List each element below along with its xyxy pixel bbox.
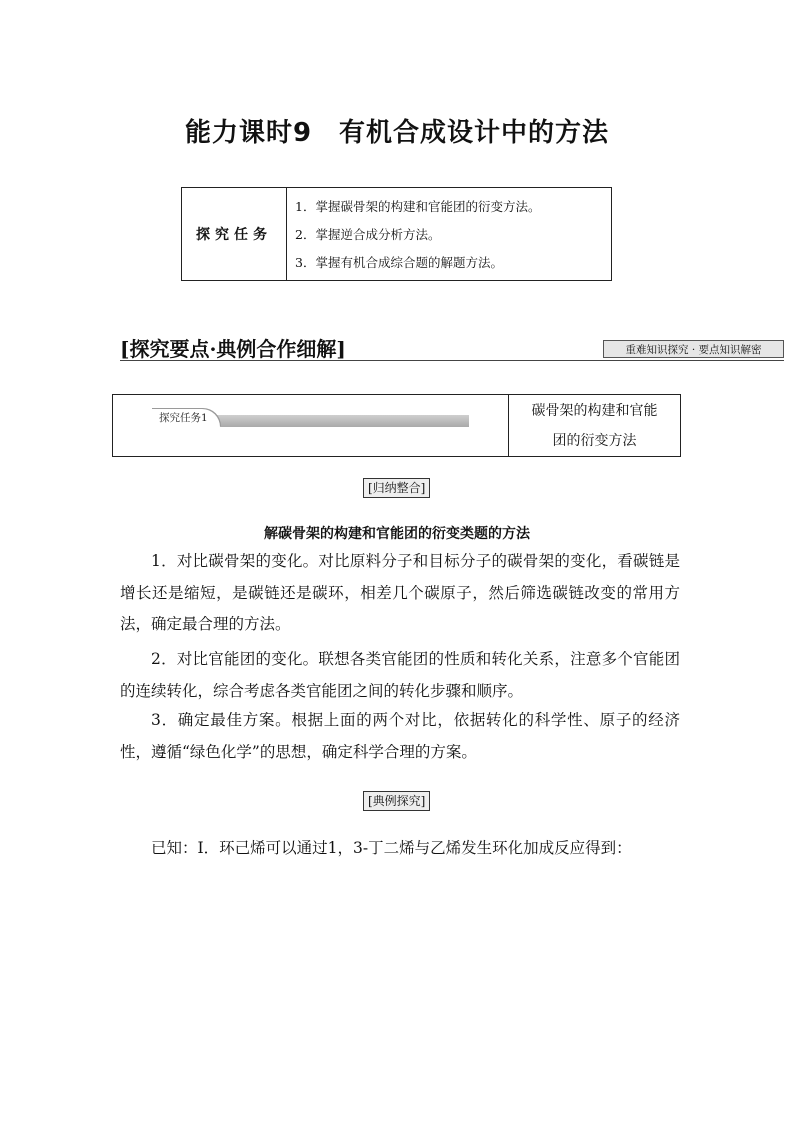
- task-1-title-line: 碳骨架的构建和官能: [531, 402, 658, 419]
- method-heading: 解碳骨架的构建和官能团的衍变类题的方法: [264, 526, 530, 542]
- known-statement: 已知：Ⅰ．环己烯可以通过1，3-丁二烯与乙烯发生环化加成反应得到：: [151, 839, 632, 857]
- section-header: [探究要点·典例合作细解]: [120, 337, 346, 361]
- example-label: [典例探究]: [363, 791, 430, 811]
- method-paragraph: 2．对比官能团的变化。联想各类官能团的性质和转化关系，注意多个官能团的连续转化，综合考虑各类官能团之间的转化步骤和顺序。: [120, 650, 680, 700]
- task-banner-label: 探究任务1: [151, 409, 220, 427]
- learning-tasks-label: 探究任务: [182, 188, 287, 280]
- learning-task-item: 3．掌握有机合成综合题的解题方法。: [295, 255, 503, 270]
- learning-tasks-list: [287, 188, 611, 280]
- method-paragraph: 3．确定最佳方案。根据上面的两个对比，依据转化的科学性、原子的经济性，遵循“绿色化学”的思想，确定科学合理的方案。: [120, 711, 680, 761]
- task-1-title-line: 团的衍变方法: [552, 432, 637, 449]
- learning-task-item: 1．掌握碳骨架的构建和官能团的衍变方法。: [295, 199, 541, 214]
- task-1-title: [509, 395, 680, 456]
- section-tag: 重难知识探究 · 要点知识解密: [603, 340, 784, 358]
- learning-task-item: 2．掌握逆合成分析方法。: [295, 227, 441, 242]
- page-title: 能力课时9 有机合成设计中的方法: [184, 118, 610, 148]
- task-1-banner-area: [113, 395, 509, 456]
- learning-tasks-table: [181, 187, 612, 281]
- summary-label: [归纳整合]: [363, 478, 430, 498]
- task-1-box: [112, 394, 681, 457]
- section-divider: [120, 360, 784, 361]
- method-paragraph: 1．对比碳骨架的变化。对比原料分子和目标分子的碳骨架的变化，看碳链是增长还是缩短，是碳链还是碳环，相差几个碳原子，然后筛选碳链改变的常用方法，确定最合理的方法。: [120, 552, 680, 633]
